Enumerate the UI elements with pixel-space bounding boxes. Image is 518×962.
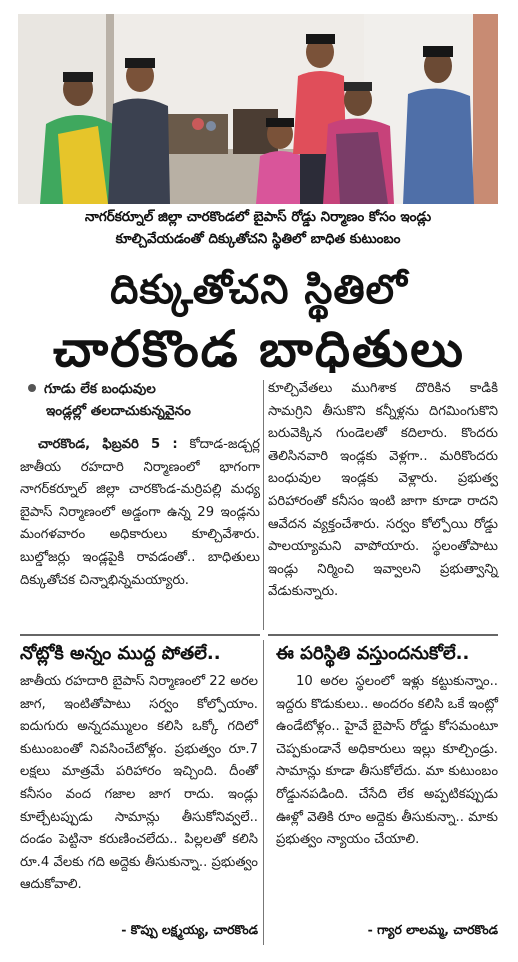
article-left-column: [20, 378, 260, 592]
column-divider: [263, 380, 264, 630]
quote-right-byline: - గ్యార లాలమ్మ, చారకొండ: [367, 922, 498, 937]
caption-line-2: కూల్చివేయడంతో దిక్కుతోచని స్థితిలో బాధిత కుటుంబం: [115, 231, 401, 247]
section-divider-left: [20, 634, 260, 636]
subheadline-line-2: ఇండ్లల్లో తలదాచుకున్నవైనం: [46, 403, 191, 419]
article-left-body: కోదాడ-జడ్చర్ల జాతీయ రహదారి నిర్మాణంలో భాగంగా నాగర్‌కర్నూల్ జిల్లా చారకొండ-మర్రిపల్లి మధ్య బైపాస్ నిర్మాణంలో అడ్డంగా ఉన్న 29 ఇండ్లను మంగళవారం అధికారులు కూల్చివేశారు. బుల్డోజర్లు ఇండ్లపైకి రావడంతో.. బాధితులు దిక్కుతోచక చిన్నాభిన్నమయ్యారు.: [20, 437, 260, 588]
dateline: చారకొండ, ఫిబ్రవరి 5 :: [38, 437, 178, 452]
photo-caption: [18, 206, 498, 250]
subheadline-line-1: గూడు లేక బంధువుల: [44, 381, 156, 397]
bullet-icon: [28, 384, 36, 392]
caption-line-1: నాగర్‌కర్నూల్ జిల్లా చారకొండలో బైపాస్ రోడ్డు నిర్మాణం కోసం ఇండ్లు: [84, 209, 432, 225]
quote-left-title: నోట్లోకి అన్నం ముద్ద పోతలే..: [20, 643, 221, 664]
quote-left-byline: - కొప్పు లక్ష్మయ్య, చారకొండ: [121, 922, 258, 937]
subheadline: [20, 378, 260, 400]
article-right-column: కూల్చివేతలు ముగిశాక దొరికిన కాడికి సామగ్రిని తీసుకొని కన్నీళ్లను దిగమింగుకొని బరువెక్కిన గుండెలతో కదిలారు. కొందరు తెలిసినవారి ఇండ్లకు వెళ్లగా.. మరికొందరు బంధువుల ఇండ్లకు వెళ్లారు. ప్రభుత్వ పరిహారంతో కనీసం ఇంటి జాగా కూడా రాదని ఆవేదన వ్యక్తంచేశారు. సర్వం కోల్పోయి రోడ్డు పాలయ్యామని వాపోయారు. స్థలంతోపాటు ఇండ్లు నిర్మించి ఇవ్వాలని ప్రభుత్వాన్ని వేడుకున్నారు.: [268, 381, 498, 600]
family-photo: [18, 14, 498, 204]
headline-line-2: చారకొండ బాధితులు: [53, 320, 465, 378]
box-divider: [263, 640, 264, 945]
headline-line-1: దిక్కుతోచని స్థితిలో: [110, 267, 408, 313]
article-lead: [20, 434, 260, 592]
quote-right-title: ఈ పరిస్థితి వస్తుందనుకోలే..: [276, 643, 470, 664]
section-divider-right: [268, 634, 498, 636]
quote-right-body: 10 అరల స్థలంలో ఇళ్లు కట్టుకున్నాం.. ఇద్దరు కొడుకులు.. అందరం కలిసి ఒకే ఇంట్లో ఉండేటోళ్లం.. హైవే బైపాస్ రోడ్డు కోసమంటూ చెప్పకుండానే అధికారులు ఇల్లు కూల్చిండ్రు. సామాన్లు కూడా తీసుకోలేదు. మా కుటుంబం రోడ్డునపడింది. చేసేది లేక అప్పటికప్పుడు ఊళ్లో వెతికి రూం అద్దెకు తీసుకున్నా.. మాకు ప్రభుత్వం న్యాయం చేయాలి.: [276, 674, 498, 848]
news-photo: [18, 14, 498, 204]
quote-left-body: జాతీయ రహదారి బైపాస్ నిర్మాణంలో 22 అరల జాగ, ఇంటితోపాటు సర్వం కోల్పోయాం. ఐదుగురు అన్నదమ్ములం కలిసి ఒక్కో గదిలో కుటుంబంతో నివసించేటోళ్లం. ప్రభుత్వం రూ.7 లక్షలు మాత్రమే పరిహారం ఇచ్చింది. దీంతో కనీసం వంద గజాల జాగ రాదు. ఇండ్లు కూల్చేటప్పుడు సామాన్లు తీసుకోనివ్వలే.. దండం పెట్టినా కరుణించలేదు.. పిల్లలతో కలిసి రూ.4 వేలకు గది అద్దెకు తీసుకున్నా.. ప్రభుత్వం ఆదుకోవాలి.: [20, 674, 258, 893]
